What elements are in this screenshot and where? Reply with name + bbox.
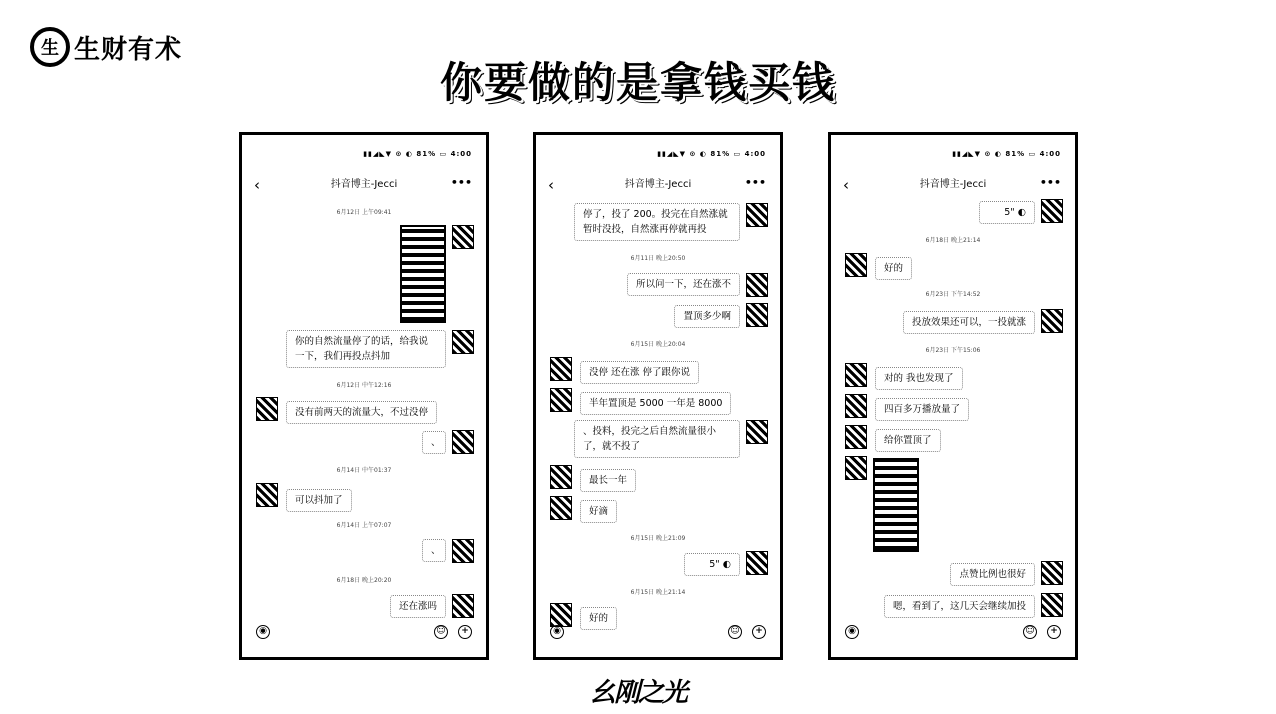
avatar bbox=[845, 253, 867, 277]
chat-bubble-left: 最长一年 bbox=[580, 469, 636, 492]
chat-bubble-left: 好滴 bbox=[580, 500, 617, 523]
voice-message[interactable]: 5" ◐ bbox=[979, 201, 1035, 224]
input-bar bbox=[536, 625, 780, 643]
avatar bbox=[746, 551, 768, 575]
avatar bbox=[1041, 199, 1063, 223]
add-icon[interactable]: + bbox=[752, 625, 766, 639]
chat-bubble-left: 对的 我也发现了 bbox=[875, 367, 963, 390]
avatar bbox=[746, 303, 768, 327]
voice-icon[interactable]: ◉ bbox=[845, 625, 859, 639]
chat-title: 抖音博主-Jecci bbox=[919, 179, 987, 190]
page-title: 你要做的是拿钱买钱 bbox=[439, 58, 836, 107]
emoji-icon[interactable]: ☺ bbox=[434, 625, 448, 639]
chat-bubble-left: 好的 bbox=[580, 607, 617, 630]
avatar bbox=[845, 425, 867, 449]
back-icon[interactable]: ‹ bbox=[548, 176, 554, 194]
voice-icon[interactable]: ◉ bbox=[550, 625, 564, 639]
chat-bubble-left: 可以抖加了 bbox=[286, 489, 352, 512]
back-icon[interactable]: ‹ bbox=[254, 176, 260, 194]
chat-header bbox=[242, 175, 486, 195]
add-icon[interactable]: + bbox=[458, 625, 472, 639]
chat-bubble-left: 半年置顶是 5000 一年是 8000 bbox=[580, 392, 731, 415]
chat-bubble-right: 你的自然流量停了的话，给我说一下，我们再投点抖加 bbox=[286, 330, 446, 368]
chat-bubble-left: 没有前两天的流量大，不过没停 bbox=[286, 401, 437, 424]
timestamp: 6月15日 晚上21:14 bbox=[630, 589, 686, 596]
timestamp: 6月12日 中午12:16 bbox=[336, 382, 392, 389]
chat-bubble-right: 还在涨吗 bbox=[390, 595, 446, 618]
avatar bbox=[746, 420, 768, 444]
avatar bbox=[256, 483, 278, 507]
signature: 幺刚之光 bbox=[589, 678, 686, 708]
avatar bbox=[452, 430, 474, 454]
chat-bubble-right: 投放效果还可以，一投就涨 bbox=[903, 311, 1035, 334]
back-icon[interactable]: ‹ bbox=[843, 176, 849, 194]
chat-bubble-right: 、 bbox=[422, 539, 446, 562]
avatar bbox=[1041, 561, 1063, 585]
more-icon[interactable]: ••• bbox=[450, 176, 472, 189]
chat-bubble-right: 所以问一下，还在涨不 bbox=[627, 273, 740, 296]
timestamp: 6月12日 上午09:41 bbox=[336, 209, 392, 216]
avatar bbox=[452, 539, 474, 563]
brand-name: 生财有术 bbox=[74, 34, 183, 65]
chat-bubble-right: 、投料，投完之后自然流量很小了，就不投了 bbox=[574, 420, 740, 458]
phone-screenshot-1 bbox=[239, 132, 489, 660]
chat-bubble-left: 没停 还在涨 停了跟你说 bbox=[580, 361, 699, 384]
image-message[interactable] bbox=[400, 225, 446, 323]
timestamp: 6月11日 晚上20:50 bbox=[630, 255, 686, 262]
avatar bbox=[845, 363, 867, 387]
chat-bubble-left: 好的 bbox=[875, 257, 912, 280]
phone-screenshot-2 bbox=[533, 132, 783, 660]
input-bar bbox=[831, 625, 1075, 643]
input-bar bbox=[242, 625, 486, 643]
status-bar: ▮▮◢◣▼ ⊙ ◐ 81% ▭ 4:00 bbox=[657, 150, 766, 158]
timestamp: 6月14日 上午07:07 bbox=[336, 522, 392, 529]
chat-title: 抖音博主-Jecci bbox=[330, 179, 398, 190]
chat-bubble-left: 四百多万播放量了 bbox=[875, 398, 969, 421]
voice-icon[interactable]: ◉ bbox=[256, 625, 270, 639]
chat-bubble-right: 嗯，看到了，这几天会继续加投 bbox=[884, 595, 1035, 618]
more-icon[interactable]: ••• bbox=[1039, 176, 1061, 189]
timestamp: 6月18日 晚上20:20 bbox=[336, 577, 392, 584]
add-icon[interactable]: + bbox=[1047, 625, 1061, 639]
avatar bbox=[452, 330, 474, 354]
logo-icon: 生 bbox=[30, 27, 70, 67]
emoji-icon[interactable]: ☺ bbox=[1023, 625, 1037, 639]
timestamp: 6月15日 晚上21:09 bbox=[630, 535, 686, 542]
timestamp: 6月23日 下午14:52 bbox=[925, 291, 981, 298]
chat-header bbox=[536, 175, 780, 195]
status-bar: ▮▮◢◣▼ ⊙ ◐ 81% ▭ 4:00 bbox=[952, 150, 1061, 158]
avatar bbox=[845, 394, 867, 418]
avatar bbox=[550, 357, 572, 381]
chat-bubble-left: 给你置顶了 bbox=[875, 429, 941, 452]
avatar bbox=[256, 397, 278, 421]
timestamp: 6月15日 晚上20:04 bbox=[630, 341, 686, 348]
voice-message[interactable]: 5" ◐ bbox=[684, 553, 740, 576]
avatar bbox=[452, 594, 474, 618]
timestamp: 6月18日 晚上21:14 bbox=[925, 237, 981, 244]
chat-bubble-right: 点赞比例也很好 bbox=[950, 563, 1035, 586]
status-bar: ▮▮◢◣▼ ⊙ ◐ 81% ▭ 4:00 bbox=[363, 150, 472, 158]
avatar bbox=[550, 603, 572, 627]
chat-bubble-right: 置顶多少啊 bbox=[674, 305, 740, 328]
avatar bbox=[1041, 309, 1063, 333]
avatar bbox=[746, 273, 768, 297]
timestamp: 6月14日 中午01:37 bbox=[336, 467, 392, 474]
phone-screenshot-3 bbox=[828, 132, 1078, 660]
avatar bbox=[1041, 593, 1063, 617]
emoji-icon[interactable]: ☺ bbox=[728, 625, 742, 639]
timestamp: 6月23日 下午15:06 bbox=[925, 347, 981, 354]
chat-bubble-right: 、 bbox=[422, 431, 446, 454]
chat-header bbox=[831, 175, 1075, 195]
avatar bbox=[845, 456, 867, 480]
chat-title: 抖音博主-Jecci bbox=[624, 179, 692, 190]
avatar bbox=[550, 496, 572, 520]
avatar bbox=[746, 203, 768, 227]
avatar bbox=[550, 465, 572, 489]
image-message[interactable] bbox=[873, 458, 919, 552]
avatar bbox=[452, 225, 474, 249]
chat-bubble-right: 停了，投了 200。投完在自然涨就暂时没投，自然涨再停就再投 bbox=[574, 203, 740, 241]
more-icon[interactable]: ••• bbox=[744, 176, 766, 189]
avatar bbox=[550, 388, 572, 412]
